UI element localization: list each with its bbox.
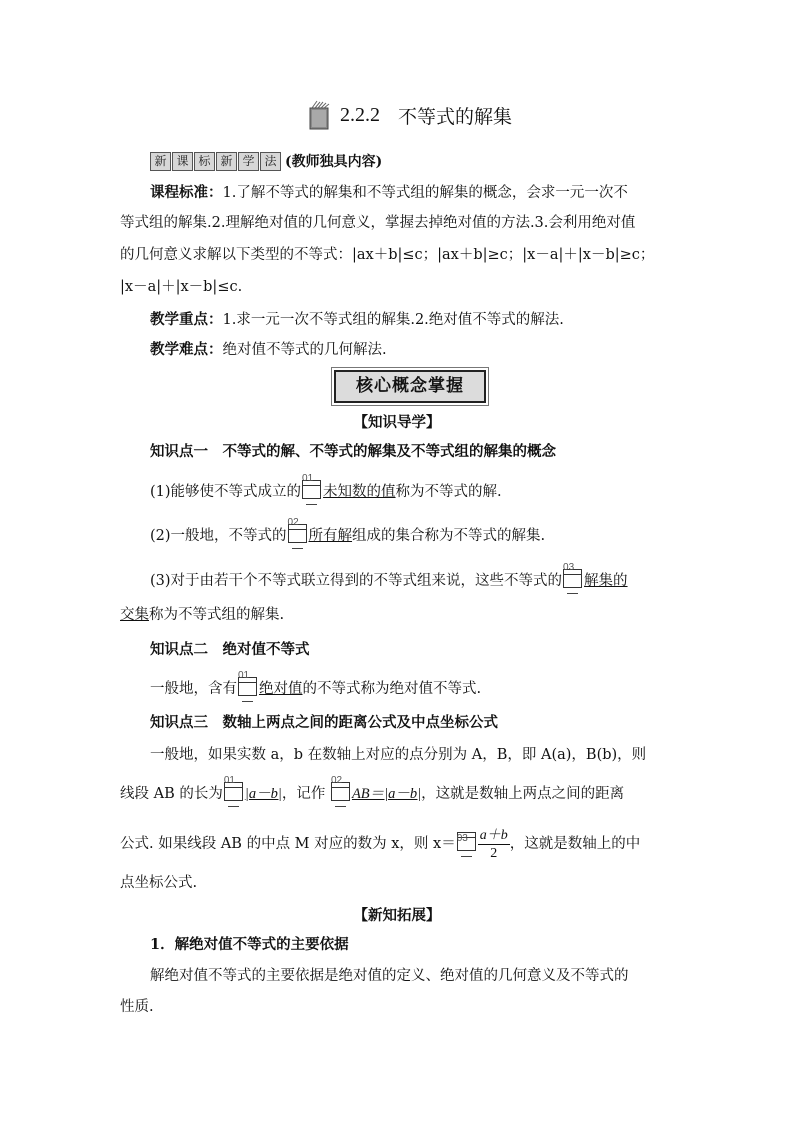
standard-text-1: 1.了解不等式的解集和不等式组的解集的概念，会求一元一次不: [222, 185, 628, 201]
badge-char: 新: [150, 152, 171, 171]
k2-title: 知识点二 绝对值不等式: [150, 641, 310, 658]
marker-number: 02: [287, 517, 299, 528]
fraction-denominator: 2: [490, 845, 498, 861]
difficulty-text: 绝对值不等式的几何解法.: [222, 342, 387, 358]
marker-number: 01: [302, 473, 314, 484]
k1-p2-pre: (2)一般地，不等式的: [150, 528, 287, 544]
marker-number: 01: [238, 670, 250, 681]
marker-number: 03: [456, 833, 468, 844]
focus-label: 教学重点：: [150, 311, 223, 328]
k1-p2-answer: 所有解: [308, 528, 353, 544]
k2-pre: 一般地，含有: [150, 681, 237, 697]
k3-line-2: [120, 775, 625, 804]
fraction-numerator: a＋b: [479, 827, 508, 843]
k1-p2: [150, 517, 546, 546]
k1-p3-answer-2: 交集: [120, 607, 149, 623]
marker-number: 03: [563, 562, 575, 573]
blank-marker-icon: [238, 670, 257, 696]
k2-p: [150, 670, 482, 699]
standard-line-3: 的几何意义求解以下类型的不等式：|ax＋b|≤c；|ax＋b|≥c；|x－a|＋|x－b|≥c；: [120, 247, 655, 263]
k3-answer-2: AB＝|a－b|: [351, 786, 422, 802]
section-banner: 核心概念掌握: [334, 370, 486, 403]
method-badges: [150, 151, 382, 171]
ext-header: 【新知拓展】: [353, 907, 441, 924]
badge-char: 新: [216, 152, 237, 171]
difficulty-line: [150, 340, 387, 360]
k3-line-4: 点坐标公式.: [120, 875, 198, 891]
k3-l2-post: ，这就是数轴上两点之间的距离: [421, 786, 625, 802]
k2-answer: 绝对值: [259, 681, 303, 697]
badge-char: 课: [172, 152, 193, 171]
k1-p2-post: 组成的集合称为不等式的解集.: [352, 528, 546, 544]
badge-note: (教师独具内容): [285, 154, 383, 170]
k1-p3-cont: [120, 605, 284, 625]
k2-post: 的不等式称为绝对值不等式.: [302, 681, 482, 697]
blank-marker-icon: [457, 832, 476, 851]
ext-para-1: 解绝对值不等式的主要依据是绝对值的定义、绝对值的几何意义及不等式的: [150, 968, 629, 984]
ext-para-2: 性质.: [120, 999, 154, 1015]
marker-number: 01: [223, 775, 235, 786]
blank-marker-icon: [302, 473, 321, 499]
book-icon: [308, 100, 332, 130]
difficulty-label: 教学难点：: [150, 341, 223, 358]
title-number: 2.2.2: [340, 103, 380, 126]
midpoint-fraction: [478, 827, 510, 862]
standard-label: 课程标准：: [150, 184, 223, 201]
k1-p1: [150, 473, 502, 502]
blank-marker-icon: [330, 775, 350, 801]
k1-p3-answer: 解集的: [584, 573, 628, 589]
standard-line-1: [150, 183, 628, 203]
k3-line-3: [120, 826, 640, 862]
marker-number: 02: [330, 775, 343, 786]
k1-p3: [150, 562, 628, 591]
blank-marker-icon: [223, 775, 243, 801]
standard-line-2: 等式组的解集.2.理解绝对值的几何意义，掌握去掉绝对值的方法.3.会利用绝对值: [120, 215, 636, 231]
k1-p3-post: 称为不等式组的解集.: [149, 607, 285, 623]
k1-p1-post: 称为不等式的解.: [395, 484, 502, 500]
k1-title: 知识点一 不等式的解、不等式的解集及不等式组的解集的概念: [150, 443, 556, 460]
k3-l3-pre: 公式. 如果线段 AB 的中点 M 对应的数为 x，则 x＝: [120, 836, 456, 852]
badge-char: 学: [238, 152, 259, 171]
k1-p1-pre: (1)能够使不等式成立的: [150, 484, 302, 500]
focus-line: [150, 310, 564, 330]
blank-marker-icon: [563, 562, 582, 588]
badge-char: 法: [260, 152, 281, 171]
guide-header: 【知识导学】: [353, 414, 441, 431]
k1-p3-pre: (3)对于由若干个不等式联立得到的不等式组来说，这些不等式的: [150, 573, 563, 589]
title-text: 不等式的解集: [398, 105, 513, 128]
k1-p1-answer: 未知数的值: [323, 484, 396, 500]
standard-line-4: |x－a|＋|x－b|≤c.: [120, 279, 243, 295]
k3-answer-1: |a－b|: [244, 786, 282, 802]
k3-l3-post: ，这就是数轴上的中: [509, 836, 641, 852]
focus-text: 1.求一元一次不等式组的解集.2.绝对值不等式的解法.: [222, 312, 564, 328]
ext-heading-1: 1．解绝对值不等式的主要依据: [150, 936, 349, 953]
badge-char: 标: [194, 152, 215, 171]
k3-l2-pre: 线段 AB 的长为: [120, 786, 223, 802]
k3-title: 知识点三 数轴上两点之间的距离公式及中点坐标公式: [150, 714, 498, 731]
k3-l2-mid: ，记作: [281, 786, 326, 802]
section-title: [308, 98, 512, 132]
k3-line-1: 一般地，如果实数 a，b 在数轴上对应的点分别为 A，B，即 A(a)，B(b)，则: [150, 747, 647, 763]
blank-marker-icon: [287, 517, 307, 543]
